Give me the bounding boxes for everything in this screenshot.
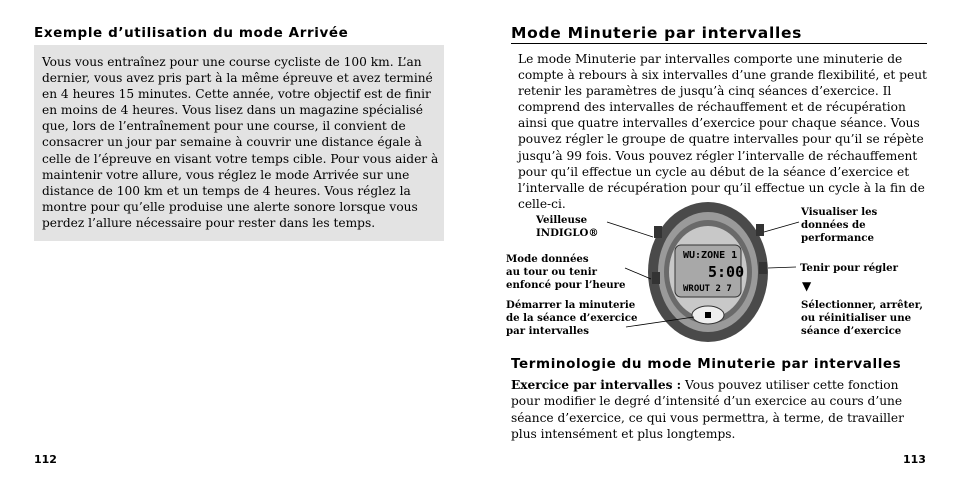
section-heading-interval-timer: Mode Minuterie par intervalles xyxy=(511,24,927,44)
term-label: Exercice par intervalles : xyxy=(511,378,682,392)
intro-paragraph: Le mode Minuterie par intervalles comporte une minuterie de compte à rebours à six intervalles d’une grande flexibilité, et peut retenir les paramètres de jusqu’à cinq séances d’exercice. Il comprend des intervalles de réchauffement et de récupération ainsi que quatre intervalles d’exercice pour chaque séance. Vous pouvez régler le groupe de quatre intervalles pour qu’il se répète jusqu’à 99 fois. Vous pouvez régler l’intervalle de réchauffement pour qu’il effectue un cycle au début de la séance d’exercice et l’intervalle de récupération pour qu’il effectue un cycle à la fin de celle-ci. xyxy=(518,52,927,211)
callout-hold-to-set: Tenir pour régler xyxy=(800,262,899,274)
terminology-definition xyxy=(511,377,929,442)
callout-select-stop-reset: Sélectionner, arrêter, ou réinitialiser une séance d’exercice xyxy=(801,299,923,338)
callout-view-performance: Visualiser les données de performance xyxy=(801,206,878,245)
callout-indiglo: Veilleuse INDIGLO® xyxy=(536,214,599,240)
start-button-icon xyxy=(705,312,711,318)
watch-display-line3: WROUT 2 7 xyxy=(683,284,732,294)
terminology-heading: Terminologie du mode Minuterie par intervalles xyxy=(511,356,902,372)
example-sidebar: Vous vous entraînez pour une course cycliste de 100 km. L’an dernier, vous avez pris part à la même épreuve et avez terminé en 4 heures 15 minutes. Cette année, votre objectif est de finir en moins de 4 heures. Vous lisez dans un magazine spécialisé que, lors de l’entraînement pour une course, il convient de consacrer un jour par semaine à couvrir une distance égale à celle de l’épreuve en visant votre temps cible. Pour vous aider à maintenir votre allure, vous réglez le mode Arrivée sur une distance de 100 km et un temps de 4 heures. Vous réglez la montre pour qu’elle produise une alerte sonore lorsque vous perdez l’allure nécessaire pour rester dans les temps. xyxy=(34,45,444,241)
term-definition: Vous pouvez utiliser cette fonction pour modifier le degré d’intensité d’un exercice au cours d’une séance d’exercice, ce qui vous permettra, à terme, de travailler plus intensément et plus longtemps. xyxy=(511,378,904,441)
watch-display-line1: WU:ZONE 1 xyxy=(683,250,738,261)
page-number-left: 112 xyxy=(34,453,57,466)
callout-lap-data: Mode données au tour ou tenir enfoncé pour l’heure xyxy=(506,253,626,292)
section-heading-arrival-example: Exemple d’utilisation du mode Arrivée xyxy=(34,25,349,41)
page-number-right: 113 xyxy=(903,453,926,466)
callout-start-timer: Démarrer la minuterie de la séance d’exercice par intervalles xyxy=(506,299,638,338)
down-arrow-icon: ▼ xyxy=(802,279,812,293)
watch-display-line2: 5:00 xyxy=(708,263,745,281)
